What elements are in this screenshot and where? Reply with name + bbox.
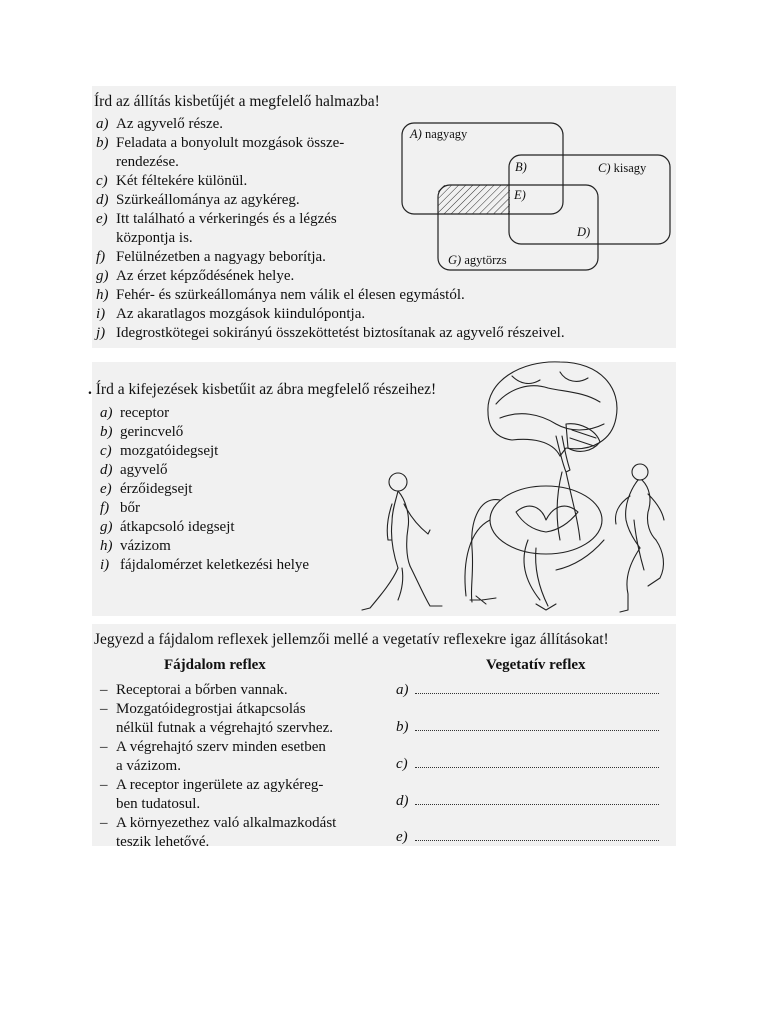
pain-reflex-line: – Receptorai a bőrben vannak.	[100, 682, 288, 698]
statement-c: c) Két féltekére különül.	[96, 173, 248, 189]
term-i: i) fájdalomérzet keletkezési helye	[100, 557, 310, 573]
question-3-prompt: Jegyezd a fájdalom reflexek jellemzői mellé a vegetatív reflexekre igaz állításokat!	[94, 631, 609, 648]
term-f: f) bőr	[100, 500, 140, 516]
answer-blank[interactable]	[415, 828, 659, 841]
term-h: h) vázizom	[100, 538, 171, 554]
pain-reflex-line: – A környezethez való alkalmazkodást	[100, 815, 337, 831]
question-2-prompt: . Írd a kifejezések kisbetűit az ábra megfelelő részeihez!	[88, 381, 437, 398]
statement-j: j) Idegrostkötegei sokirányú összeköttetést biztosítanak az agyvelő részeivel.	[96, 325, 565, 341]
pain-reflex-line: – A végrehajtó szerv minden esetben	[100, 739, 326, 755]
term-a: a) receptor	[100, 405, 170, 421]
statement-b: b) Feladata a bonyolult mozgások össze-	[96, 135, 345, 151]
region-b-label: B)	[515, 160, 527, 174]
answer-blank[interactable]	[415, 718, 659, 731]
running-figure[interactable]	[616, 464, 664, 612]
pain-reflex-line: teszik lehetővé.	[116, 834, 210, 850]
statement-d: d) Szürkeállománya az agykéreg.	[96, 192, 300, 208]
answer-blank[interactable]	[415, 755, 659, 768]
term-g: g) átkapcsoló idegsejt	[100, 519, 235, 535]
set-c-label: C) kisagy	[598, 161, 647, 175]
question-1-prompt: Írd az állítás kisbetűjét a megfelelő halmazba!	[94, 93, 380, 110]
pain-reflex-line: ben tudatosul.	[116, 796, 201, 812]
motor-neuron-fiber[interactable]	[524, 540, 540, 600]
answer-line-a[interactable]: a)	[396, 681, 659, 700]
pain-reflex-line: – A receptor ingerülete az agykéreg-	[100, 777, 324, 793]
region-e-label: E)	[514, 188, 526, 202]
answer-line-b[interactable]: b)	[396, 718, 659, 737]
pain-reflex-line: – Mozgatóidegrostjai átkapcsolás	[100, 701, 306, 717]
statement-i: i) Az akaratlagos mozgások kiindulópontja.	[96, 306, 366, 322]
answer-blank[interactable]	[415, 792, 659, 805]
term-d: d) agyvelő	[100, 462, 168, 478]
statement-e: e) Itt található a vérkeringés és a légzés	[96, 211, 337, 227]
answer-line-e[interactable]: e)	[396, 828, 659, 847]
answer-line-d[interactable]: d)	[396, 792, 659, 811]
spinal-cord-section[interactable]	[490, 486, 604, 570]
sensory-neuron-fiber[interactable]	[465, 520, 490, 596]
statement-a: a) Az agyvelő része.	[96, 116, 224, 132]
walking-figure[interactable]	[362, 473, 442, 610]
answer-blank[interactable]	[415, 681, 659, 694]
term-c: c) mozgatóidegsejt	[100, 443, 219, 459]
region-d-label: D)	[577, 225, 591, 239]
statement-e-cont: központja is.	[116, 230, 193, 246]
term-e: e) érzőidegsejt	[100, 481, 193, 497]
pain-reflex-line: a vázizom.	[116, 758, 181, 774]
statement-b-cont: rendezése.	[116, 154, 179, 170]
pain-reflex-line: nélkül futnak a végrehajtó szervhez.	[116, 720, 333, 736]
statement-h: h) Fehér- és szürkeállománya nem válik el élesen egymástól.	[96, 287, 465, 303]
set-a-label: A) nagyagy	[410, 127, 468, 141]
answer-line-c[interactable]: c)	[396, 755, 659, 774]
muscle-effector[interactable]	[536, 604, 556, 610]
statement-g: g) Az érzet képződésének helye.	[96, 268, 295, 284]
brain-drawing[interactable]	[488, 362, 617, 472]
statement-f: f) Felülnézetben a nagyagy beborítja.	[96, 249, 326, 265]
left-column-header: Fájdalom reflex	[164, 657, 266, 673]
set-g-label: G) agytörzs	[448, 253, 507, 267]
term-b: b) gerincvelő	[100, 424, 184, 440]
skin-receptor[interactable]	[470, 596, 496, 604]
right-column-header: Vegetatív reflex	[486, 657, 586, 673]
